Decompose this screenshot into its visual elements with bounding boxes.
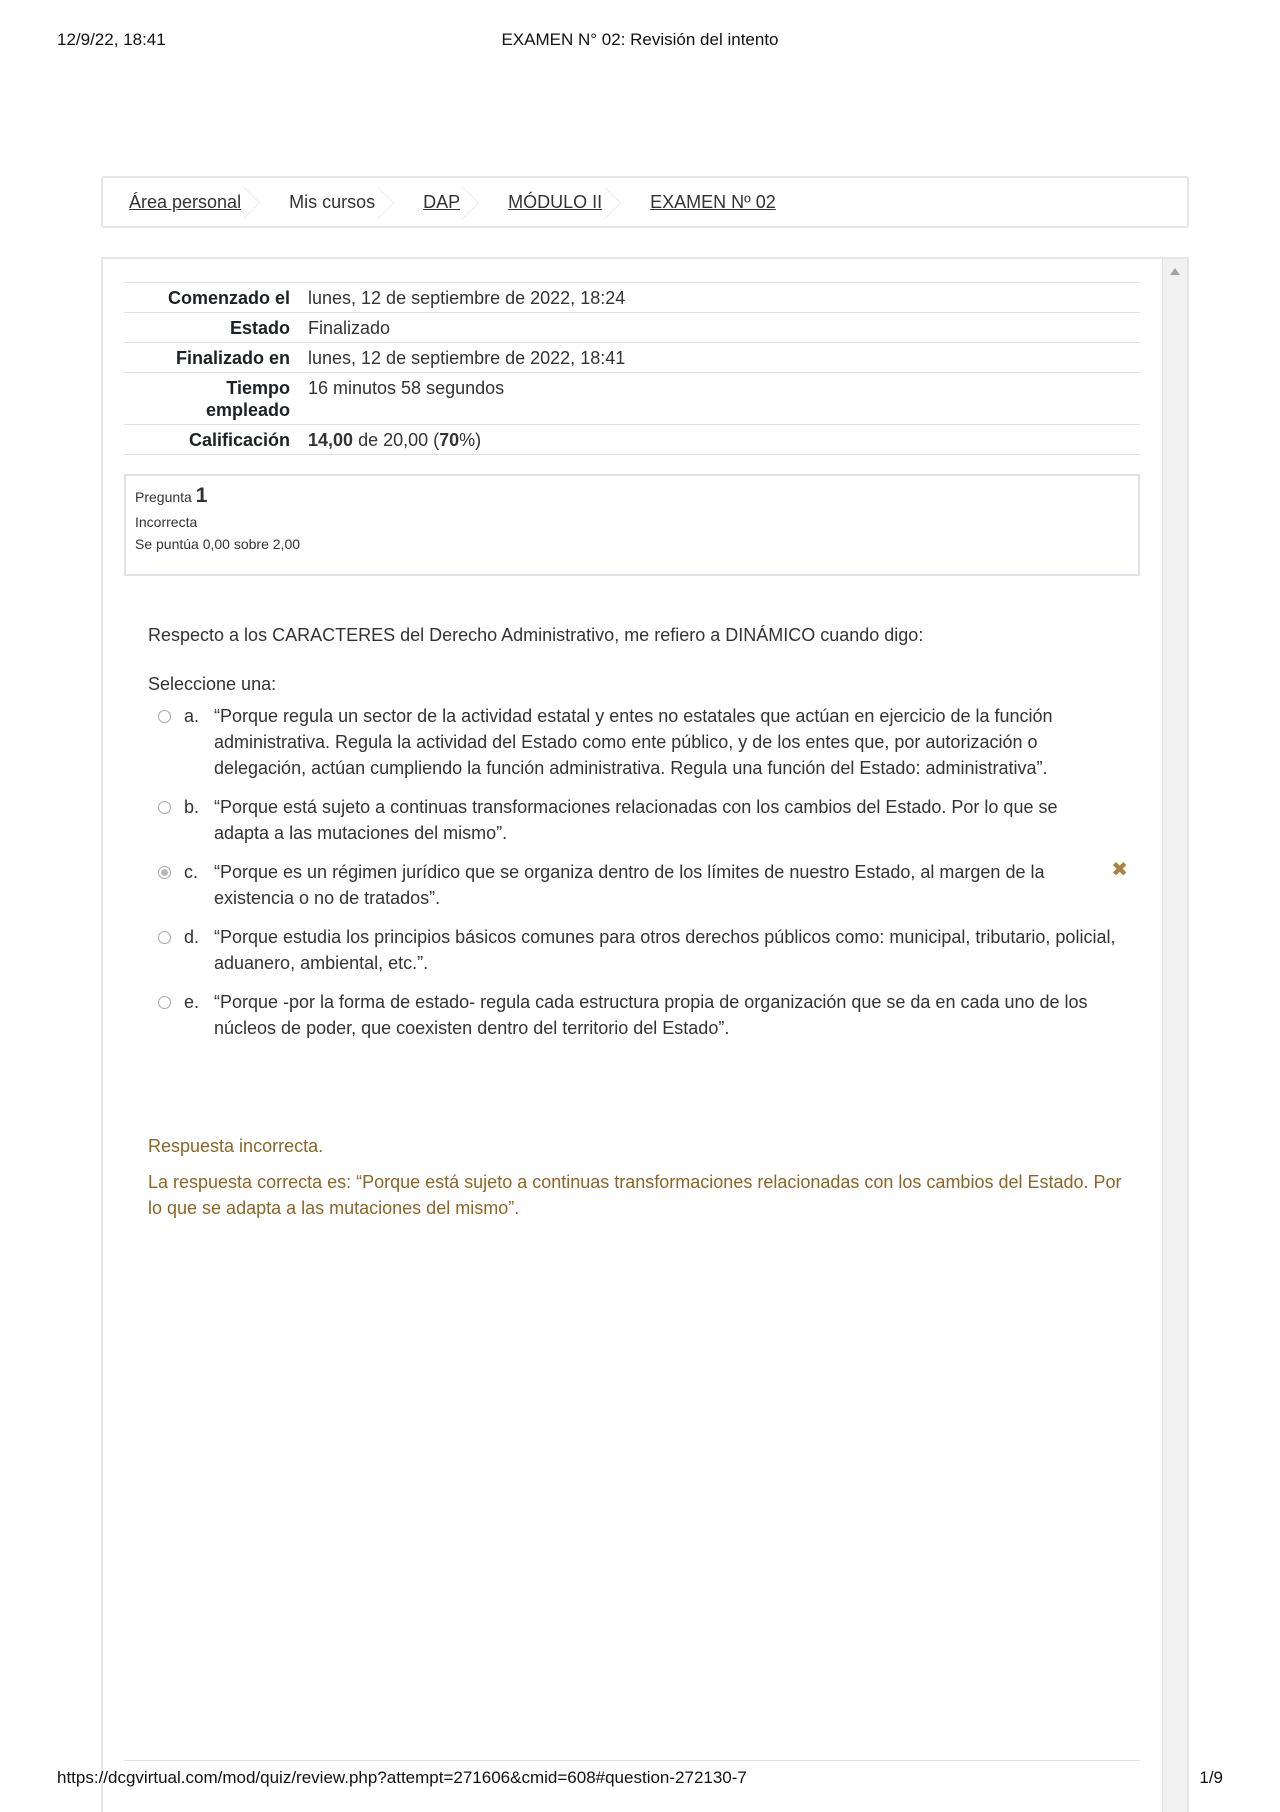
incorrect-cross-icon: ✖: [1111, 859, 1128, 881]
state-value: Finalizado: [308, 313, 1140, 343]
print-datetime: 12/9/22, 18:41: [57, 30, 166, 49]
grade-of: de 20,00 (: [358, 430, 440, 450]
option-letter-b: b.: [184, 797, 200, 817]
breadcrumb-item-examen[interactable]: [650, 178, 776, 226]
option-letter-d: d.: [184, 927, 200, 947]
question-number: [135, 484, 1129, 508]
grade-label: Calificación: [124, 425, 308, 455]
breadcrumb-link-dap[interactable]: DAP: [423, 191, 461, 212]
started-value: lunes, 12 de septiembre de 2022, 18:24: [308, 283, 1140, 313]
question-text: Respecto a los CARACTERES del Derecho Administrativo, me refiero a DINÁMICO cuando digo:: [148, 625, 924, 645]
answer-option-e[interactable]: [156, 989, 1116, 1041]
print-page-number: 1/9: [1199, 1768, 1223, 1787]
breadcrumb-link-modulo[interactable]: MÓDULO II: [508, 191, 603, 212]
radio-button-b[interactable]: [158, 801, 171, 814]
breadcrumb-link-area-personal[interactable]: Área personal: [129, 191, 242, 212]
attempt-summary-table: [124, 282, 1140, 455]
breadcrumb-separator: [389, 178, 405, 226]
scroll-up-arrow-icon[interactable]: [1170, 268, 1180, 275]
breadcrumb-link-examen[interactable]: EXAMEN Nº 02: [650, 191, 776, 212]
radio-button-d[interactable]: [158, 931, 171, 944]
option-text-e: “Porque -por la forma de estado- regula cada estructura propia de organización que se da en cada uno de los núcleos de poder, que coexisten dentro del territorio del Estado”.: [214, 992, 1088, 1038]
answer-option-c[interactable]: [156, 859, 1128, 911]
time-label-line1: Tiempo: [226, 378, 290, 398]
grade-end: %): [459, 430, 482, 450]
breadcrumb-separator: [474, 178, 490, 226]
question-number-value: 1: [195, 484, 208, 507]
feedback-correct-answer: La respuesta correcta es: “Porque está sujeto a continuas transformaciones relacionadas con los cambios del Estado. Por lo que se adapta a las mutaciones del mismo”.: [148, 1172, 1122, 1218]
finished-value: lunes, 12 de septiembre de 2022, 18:41: [308, 343, 1140, 373]
option-text-a: “Porque regula un sector de la actividad estatal y entes no estatales que actúan en ejercicio de la función administrativa. Regula la actividad del Estado como ente público, y de los entes que, por autorización o delegación, actúan cumpliendo la función administrativa. Regula una función del Estado: administrativa”.: [214, 706, 1053, 778]
radio-button-a[interactable]: [158, 710, 171, 723]
question-label: Pregunta: [135, 489, 192, 505]
answer-options: [156, 703, 1128, 1054]
breadcrumb-separator: [255, 178, 271, 226]
radio-button-c-selected[interactable]: [158, 866, 171, 879]
started-label: Comenzado el: [124, 283, 308, 313]
time-label-line2: empleado: [205, 400, 290, 420]
breadcrumb: [101, 176, 1189, 228]
option-letter-e: e.: [184, 992, 200, 1012]
print-url: https://dcgvirtual.com/mod/quiz/review.php?attempt=271606&cmid=608#question-272130-7: [57, 1768, 747, 1787]
print-header: [57, 30, 1223, 54]
print-footer: [57, 1768, 1223, 1792]
question-state: Incorrecta: [135, 514, 198, 530]
breadcrumb-item-area-personal[interactable]: [129, 178, 241, 226]
time-value: 16 minutos 58 segundos: [308, 373, 1140, 425]
grade-score: 14,00: [308, 430, 354, 450]
print-document-title: EXAMEN N° 02: Revisión del intento: [501, 30, 779, 49]
select-one-prompt: Seleccione una:: [148, 674, 277, 694]
summary-row-state: [124, 313, 1140, 343]
grade-value: [308, 425, 1140, 455]
option-letter-c: c.: [184, 862, 199, 882]
grade-percent: 70: [439, 430, 460, 450]
option-text-c: “Porque es un régimen jurídico que se organiza dentro de los límites de nuestro Estado, al margen de la existencia o no de tratados”.: [214, 862, 1045, 908]
question-points: Se puntúa 0,00 sobre 2,00: [135, 536, 301, 552]
vertical-scrollbar[interactable]: [1162, 259, 1187, 1812]
answer-option-b[interactable]: [156, 794, 1116, 846]
answer-option-a[interactable]: [156, 703, 1116, 781]
feedback-status: Respuesta incorrecta.: [148, 1136, 324, 1156]
summary-row-started: [124, 283, 1140, 313]
radio-button-e[interactable]: [158, 996, 171, 1009]
summary-row-time: [124, 373, 1140, 425]
breadcrumb-separator: [616, 178, 632, 226]
page-divider: [124, 1760, 1140, 1761]
summary-row-finished: [124, 343, 1140, 373]
question-info-box: [124, 474, 1140, 576]
option-letter-a: a.: [184, 706, 200, 726]
option-text-b: “Porque está sujeto a continuas transformaciones relacionadas con los cambios del Estado. Por lo que se adapta a las mutaciones del mismo”.: [214, 797, 1058, 843]
finished-label: Finalizado en: [124, 343, 308, 373]
answer-option-d[interactable]: [156, 924, 1116, 976]
state-label: Estado: [124, 313, 308, 343]
time-label: [124, 373, 308, 425]
breadcrumb-label-mis-cursos: Mis cursos: [289, 191, 376, 212]
option-text-d: “Porque estudia los principios básicos comunes para otros derechos públicos como: municipal, tributario, policial, aduanero, ambiental, etc.”.: [214, 927, 1116, 973]
summary-row-grade: [124, 425, 1140, 455]
